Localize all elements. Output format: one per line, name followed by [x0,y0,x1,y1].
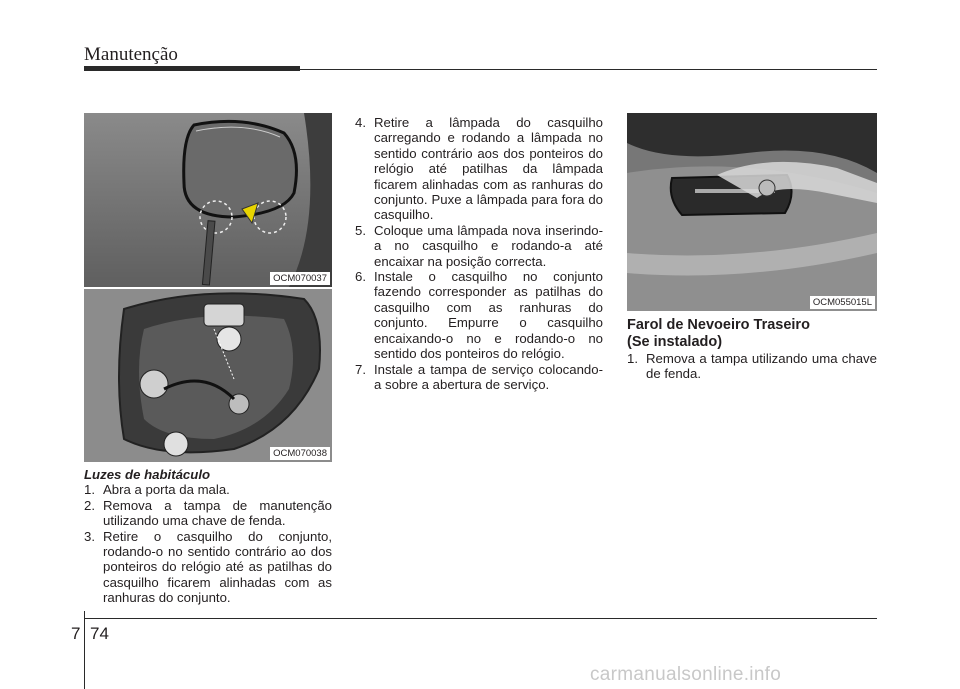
step-item [355,362,603,393]
section-title-line: (Se instalado) [627,334,723,350]
text-column-3 [627,317,877,382]
section-title-line: Farol de Nevoeiro Traseiro [627,317,810,333]
footer-vertical-rule [84,611,85,689]
trunk-service-cover-illustration [84,113,332,287]
step-item [84,498,332,529]
step-item [355,269,603,361]
step-text: Instale a tampa de serviço colocando-a sobre a abertura de serviço. [374,361,603,392]
step-text: Coloque uma lâmpada nova inserindo-a no casquilho e rodando-a até encaixar na posição correcta. [374,222,603,269]
section-title [627,317,877,351]
text-column-1 [84,467,332,606]
step-number: 2. [84,497,95,513]
bulb-socket-illustration [84,289,332,462]
steps-list [627,351,877,382]
step-number: 4. [355,115,366,130]
step-item [627,351,877,382]
step-number: 5. [355,222,366,238]
step-number: 7. [355,361,366,377]
figure-bulb-socket [84,289,332,462]
step-item [355,115,603,223]
watermark: carmanualsonline.info [590,664,782,685]
section-subheading: Luzes de habitáculo [84,467,211,482]
step-number: 1. [84,482,95,498]
steps-list [355,115,603,392]
step-number: 1. [627,351,638,366]
chapter-number: 7 [71,624,81,643]
text-column-2 [355,115,603,392]
page-number: 74 [90,624,109,643]
step-item [355,223,603,269]
step-text: Retire a lâmpada do casquilho carregando e rodando a lâmpada no sentido contrário aos dos ponteiros do relógio até patilhas da lâmpada ficarem alinhadas com as ranhuras do conjunto. Puxe a lâmpada para fora do casquilho. [374,115,603,223]
figure-code: OCM070037 [270,272,330,285]
step-text: Instale o casquilho no conjunto fazendo corresponder as patilhas do casquilho com as ranhuras do conjunto. Empurre o casquilho encaixando-o no e rodando-o no sentido dos ponteiros do relógio. [374,269,603,362]
step-text: Remova a tampa utilizando uma chave de fenda. [646,351,877,382]
step-number: 3. [84,528,95,544]
step-text: Retire o casquilho do conjunto, rodando-o no sentido contrário ao dos ponteiros do relógio até as patilhas do casquilho ficarem alinhadas com as ranhuras do conjunto. [103,528,332,606]
footer-rule [84,618,877,619]
step-item [84,482,332,497]
figure-code: OCM070038 [270,447,330,460]
page-header-title: Manutenção [84,44,178,65]
step-item [84,529,332,606]
step-number: 6. [355,269,366,285]
step-text: Abra a porta da mala. [103,482,230,498]
figure-code: OCM055015L [810,296,875,309]
figure-service-cover [84,113,332,287]
figure-rear-fog-lamp [627,113,877,311]
header-rule [300,69,877,70]
steps-list [84,482,332,605]
rear-fog-lamp-illustration [627,113,877,311]
step-text: Remova a tampa de manutenção utilizando uma chave de fenda. [103,497,332,529]
header-bar [84,66,300,71]
